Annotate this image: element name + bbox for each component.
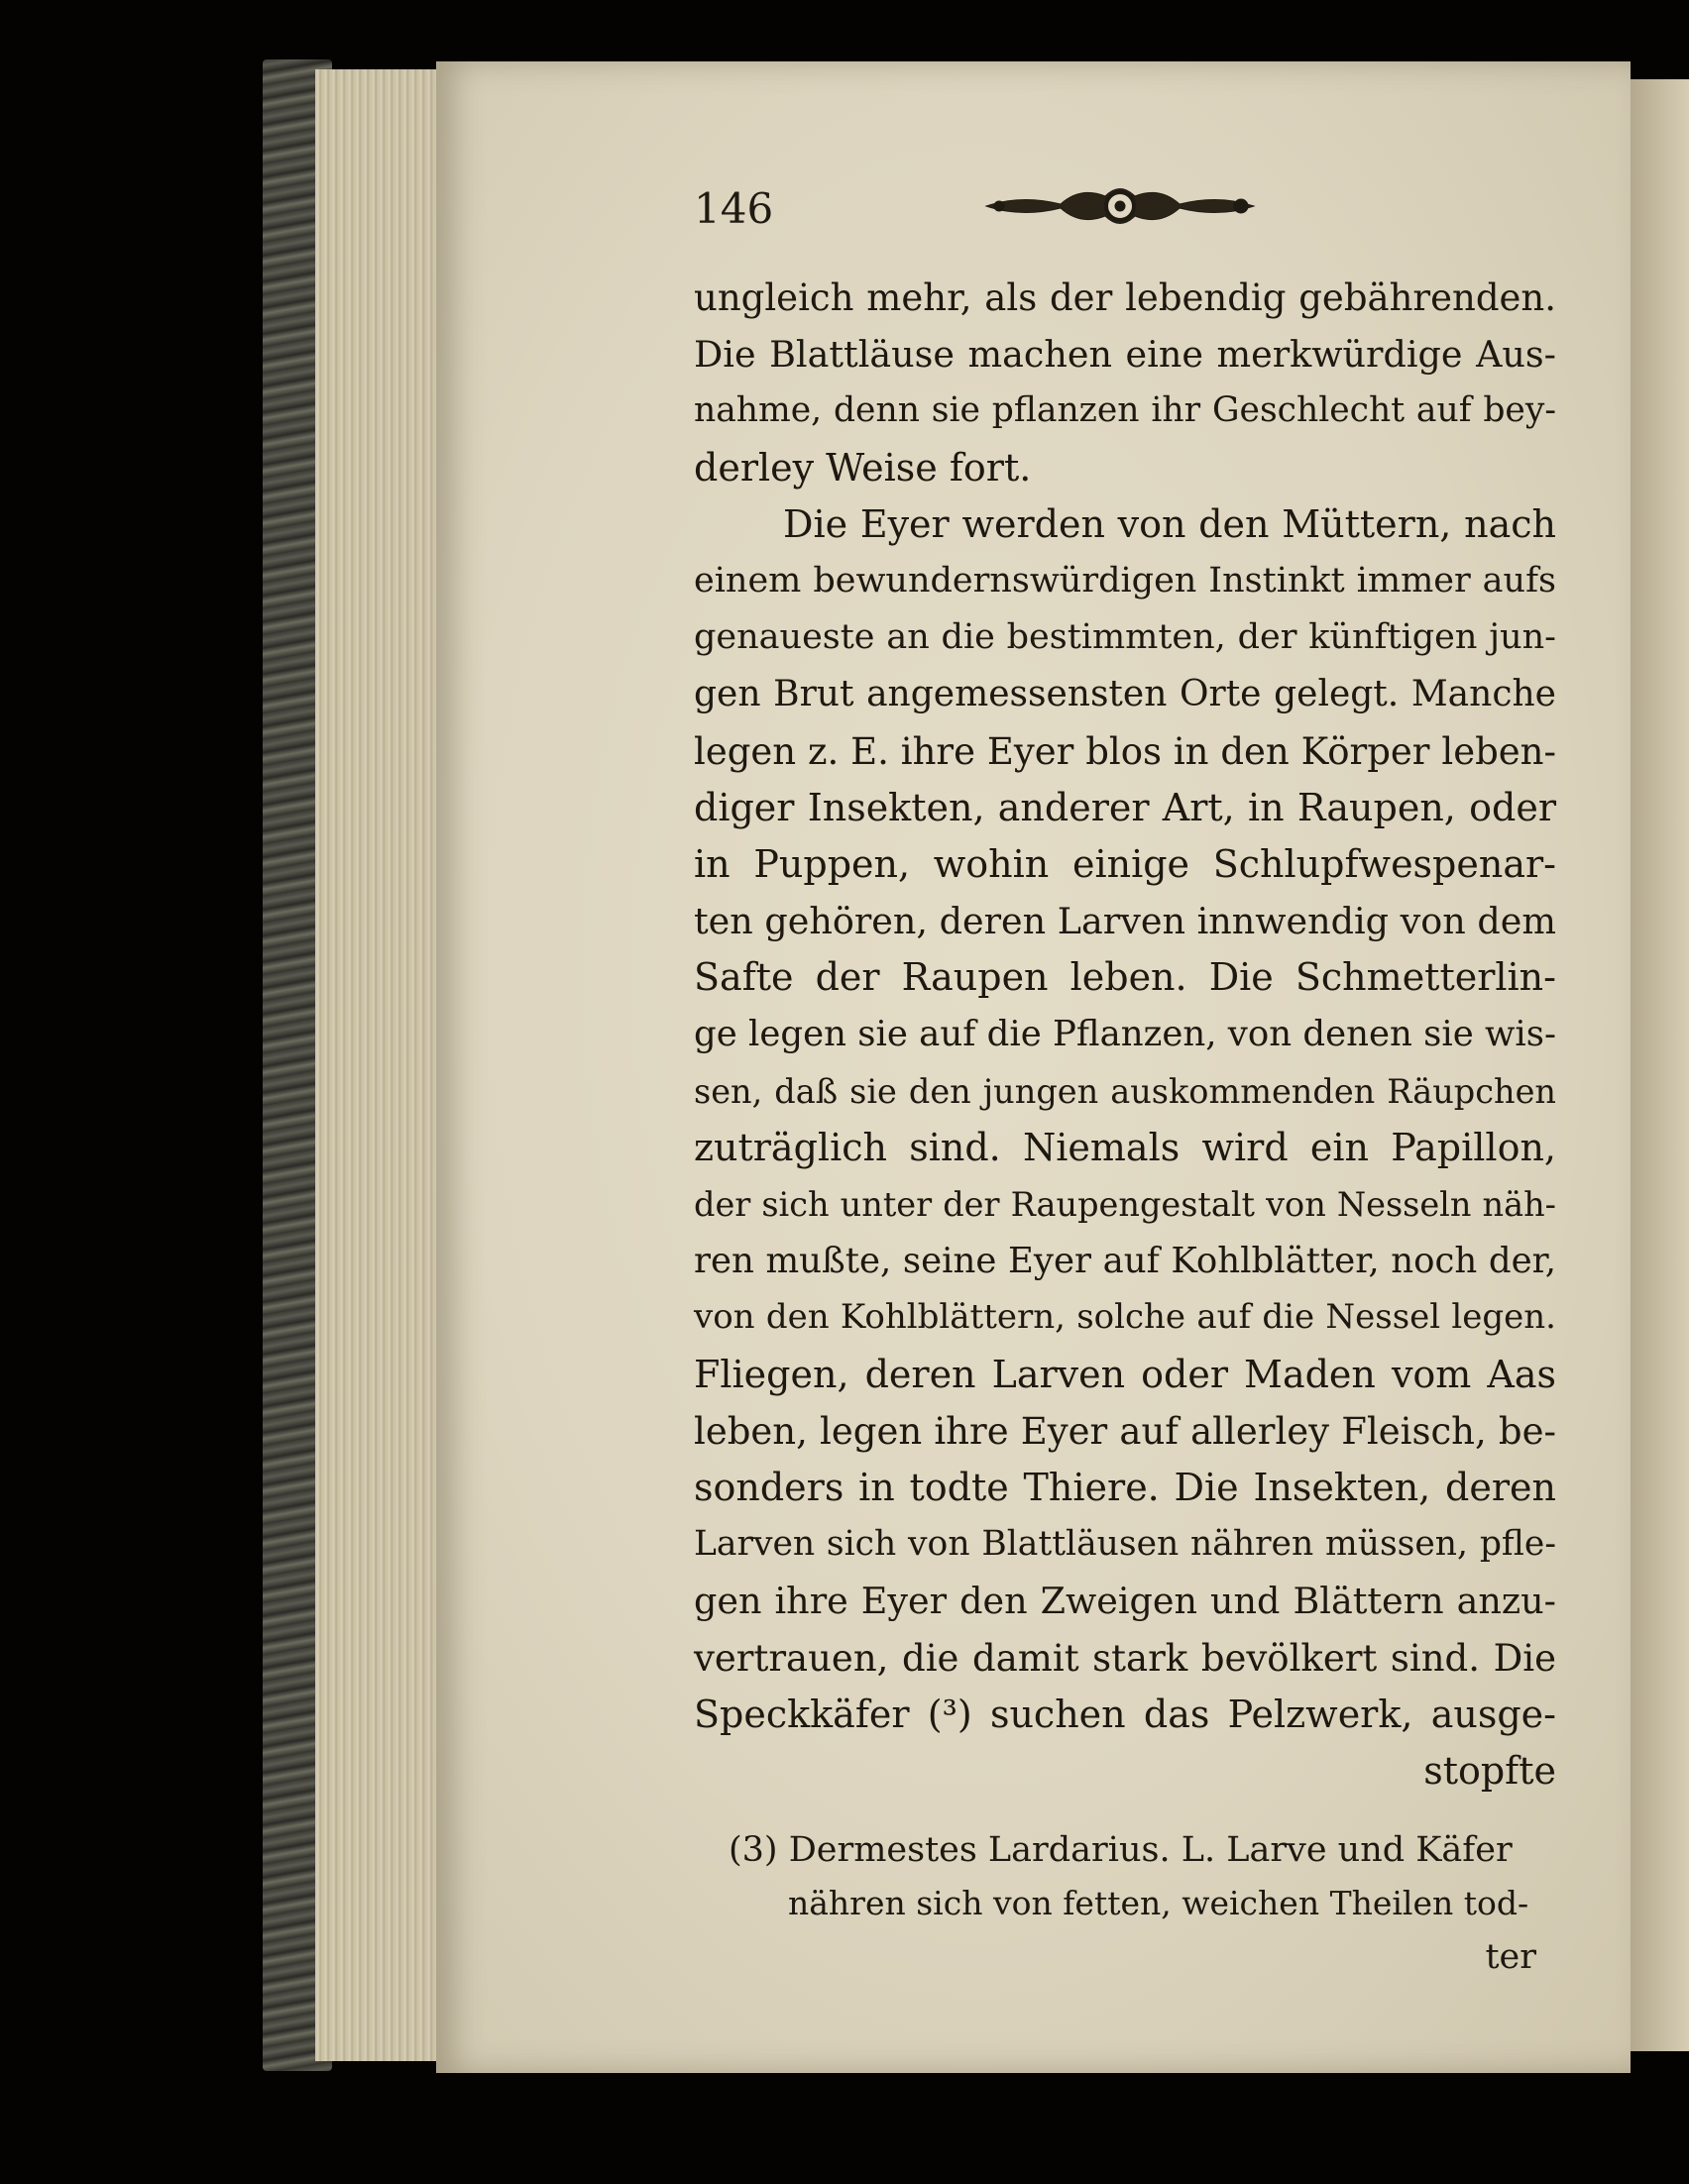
text-line: leben, legen ihre Eyer auf allerley Fleisch, be- xyxy=(694,1409,1556,1453)
text-line: sen, daß sie den jungen auskommenden Räupchen xyxy=(694,1071,1556,1111)
text-line: sonders in todte Thiere. Die Insekten, deren xyxy=(694,1465,1556,1509)
ornament-icon xyxy=(981,176,1259,236)
text-line: ge legen sie auf die Pflanzen, von denen sie wis- xyxy=(694,1014,1556,1055)
text-line: Speckkäfer (³) suchen das Pelzwerk, ausge- xyxy=(694,1692,1556,1736)
footnote-line: nähren sich von fetten, weichen Theilen tod- xyxy=(788,1884,1529,1922)
text-line: ungleich mehr, als der lebendig gebährenden. xyxy=(694,276,1556,319)
footnote-line: ter xyxy=(1485,1937,1536,1977)
text-line: Die Blattläuse machen eine merkwürdige Aus- xyxy=(694,333,1556,377)
text-line: Larven sich von Blattläusen nähren müssen, pfle- xyxy=(694,1524,1556,1565)
text-line: gen ihre Eyer den Zweigen und Blättern anzu- xyxy=(694,1580,1556,1623)
footnote-line: (3) Dermestes Lardarius. L. Larve und Käfer xyxy=(729,1830,1513,1870)
page-number: 146 xyxy=(694,184,774,233)
footnote xyxy=(729,1823,1536,1984)
text-line: Safte der Raupen leben. Die Schmetterlin- xyxy=(694,955,1556,1000)
text-line: in Puppen, wohin einige Schlupfwespenar- xyxy=(694,841,1556,886)
text-line: derley Weise fort. xyxy=(694,445,1032,490)
text-line: von den Kohlblättern, solche auf die Nessel legen. xyxy=(694,1297,1556,1338)
text-line: vertrauen, die damit stark bevölkert sind. Die xyxy=(694,1636,1556,1680)
catchword: stopfte xyxy=(1423,1748,1556,1793)
text-line: genaueste an die bestimmten, der künftigen jun- xyxy=(694,617,1556,658)
text-line: der sich unter der Raupengestalt von Nesseln näh- xyxy=(694,1185,1556,1224)
text-line: einem bewundernswürdigen Instinkt immer aufs xyxy=(694,560,1556,601)
body-text xyxy=(694,270,1556,1800)
text-line: diger Insekten, anderer Art, in Raupen, oder xyxy=(694,785,1556,829)
text-line: zuträglich sind. Niemals wird ein Papillon, xyxy=(694,1125,1556,1169)
text-line: ren mußte, seine Eyer auf Kohlblätter, noch der, xyxy=(694,1241,1556,1282)
text-line: Die Eyer werden von den Müttern, nach xyxy=(783,501,1556,546)
text-line: gen Brut angemessensten Orte gelegt. Manche xyxy=(694,674,1556,715)
facing-page-edge xyxy=(1631,79,1689,2051)
text-line: Fliegen, deren Larven oder Maden vom Aas xyxy=(694,1352,1556,1396)
text-line: nahme, denn sie pflanzen ihr Geschlecht auf bey- xyxy=(694,390,1556,431)
text-line: legen z. E. ihre Eyer blos in den Körper leben- xyxy=(694,729,1556,773)
text-line: ten gehören, deren Larven innwendig von dem xyxy=(694,900,1556,943)
page-header xyxy=(694,176,1586,246)
